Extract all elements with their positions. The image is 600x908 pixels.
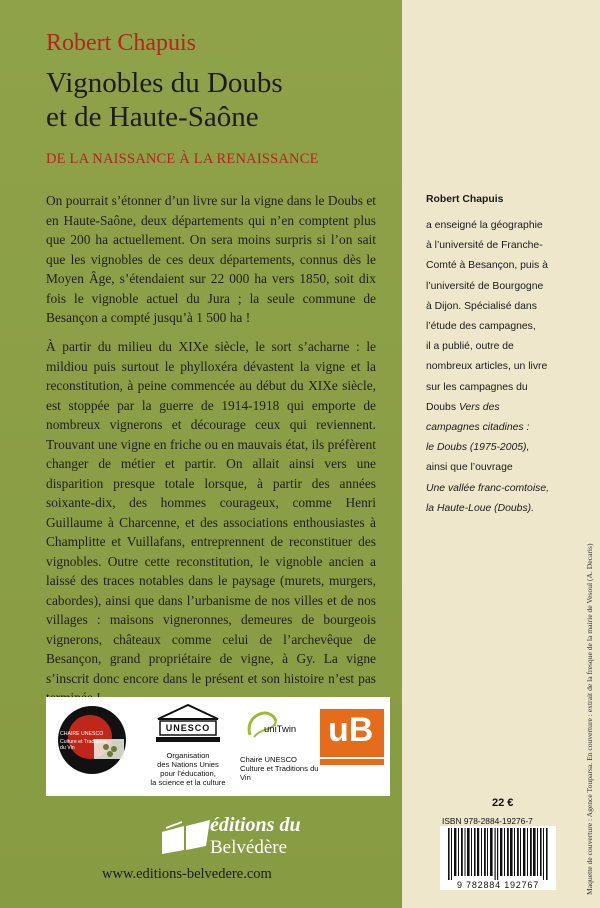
unitwin-word: uniTwin xyxy=(264,724,297,735)
unesco-caption-line: des Nations Unies xyxy=(157,760,219,769)
chaire-badge-title: CHAIRE UNESCO xyxy=(60,731,104,737)
bio-line: il a publié, outre de xyxy=(426,341,514,353)
chaire-unesco-badge xyxy=(54,703,130,777)
ub-word: uB xyxy=(328,711,374,749)
unesco-logo xyxy=(150,703,226,787)
barcode-bars xyxy=(440,826,556,880)
bio-line: Comté à Besançon, puis à xyxy=(426,260,548,272)
partner-logos-panel xyxy=(46,697,390,796)
blurb-paragraph-1: On pourrait s’étonner d’un livre sur la vigne dans le Doubs et en Haute-Saône, deux départements qui n’en comptent plus que 200 ha actuellement. On sera moins surpris si l’on sait que les vignobles de ces deux départements, connus dès le Moyen Âge, s’étendaient sur 22 000 ha vers 1850, soit dix fois le vignoble actuel du Jura ; la seule commune de Besançon a compté jusqu’à 1 500 ha ! xyxy=(46,193,376,325)
cover-credits: Maquette de couverture : Agence Touparsa. En couverture : extrait de la fresque de la mairie de Vesoul (A. Decaris) xyxy=(585,543,594,895)
bio-line: l’étude des campagnes, xyxy=(426,321,536,333)
bio-doubs-word: Doubs xyxy=(426,401,457,413)
unesco-caption-line: pour l’éducation, xyxy=(160,769,216,778)
bio-line: le Doubs (1975-2005), xyxy=(426,442,530,454)
book-title xyxy=(46,66,283,134)
publisher-name-line-1: éditions du xyxy=(210,814,301,836)
barcode-digits: 9 782884 192767 xyxy=(440,880,556,890)
publisher-name-line-2: Belvédère xyxy=(210,837,288,858)
bio-book-title: Vers des xyxy=(458,401,500,413)
bio-line: l’université de Bourgogne xyxy=(426,280,544,292)
publisher-logo xyxy=(158,812,348,862)
bio-line: ainsi que l’ouvrage xyxy=(426,462,513,474)
bio-line: la Haute-Loue (Doubs). xyxy=(426,502,535,514)
title-line-1: Vignobles du Doubs xyxy=(46,67,283,99)
unitwin-caption-line: Culture et Traditions du Vin xyxy=(240,764,319,782)
bio-line: nombreux articles, un livre xyxy=(426,361,548,373)
bio-line: à Dijon. Spécialisé dans xyxy=(426,300,537,312)
bio-line: sur les campagnes du xyxy=(426,381,528,393)
chaire-badge-subtitle: Culture et Traditions du Vin xyxy=(60,739,107,751)
blurb-paragraph-2: À partir du milieu du XIXe siècle, le sort s’acharne : le mildiou puis surtout le phylloxéra dévastent la vigne et la reconstitution, à peine commencée au début du XIXe siècle, est stoppée par la guerre de 1914-1918 qui emporte de nombreux vignerons et décourage ceux qui reviennent. Trouvant une vigne en friche ou en mauvais état, ils préfèrent changer de métier et partir. On allait ainsi vers une disparition presque totale lorsque, à partir des années soixante-dix, des hommes courageux, comme Henri Guillaume à Charcenne, et des associations enthousiastes à Champlitte et Vuillafans, entreprennent de reconstituer des vignobles. Outre cette reconstitution, le vignoble ancien a laissé des traces notables dans le paysage (murets, murgers, cabordes), ainsi que dans l’urbanisme de nos villes et de nos villages : maisons vigneronnes, demeures de bourgeois vignerons, châteaux comme celui de l’archevêque de Besançon, grand propriétaire de vigne, à Gy. La vigne s’inscrit donc encore dans le présent et son histoire n’est pas xyxy=(46,339,376,686)
open-book-icon xyxy=(158,812,214,856)
bio-line: Une vallée franc-comtoise, xyxy=(426,482,550,494)
isbn-label: ISBN 978-2884-19276-7 xyxy=(442,816,533,826)
ub-logo xyxy=(318,709,386,767)
barcode xyxy=(440,826,556,880)
title-line-2: et de Haute-Saône xyxy=(46,101,259,133)
publisher-website: www.editions-belvedere.com xyxy=(102,866,272,882)
author-name: Robert Chapuis xyxy=(46,30,196,56)
bio-line: à l’université de Franche- xyxy=(426,240,543,252)
bio-line: a enseigné la géographie xyxy=(426,220,543,231)
bio-author-name: Robert Chapuis xyxy=(426,194,504,205)
book-subtitle: DE LA NAISSANCE À LA RENAISSANCE xyxy=(46,151,319,167)
bio-text xyxy=(426,216,576,519)
price-label: 22 € xyxy=(492,797,514,809)
unitwin-caption xyxy=(240,755,320,782)
unitwin-caption-line: Chaire UNESCO xyxy=(240,755,297,764)
unesco-caption-line: Organisation xyxy=(166,751,210,760)
unesco-caption-line: la science et la culture xyxy=(150,778,226,787)
unesco-caption xyxy=(150,751,226,787)
unitwin-logo xyxy=(240,705,320,782)
bio-line: campagnes citadines : xyxy=(426,422,530,434)
bio-line xyxy=(426,398,576,418)
unesco-word: UNESCO xyxy=(165,723,211,733)
